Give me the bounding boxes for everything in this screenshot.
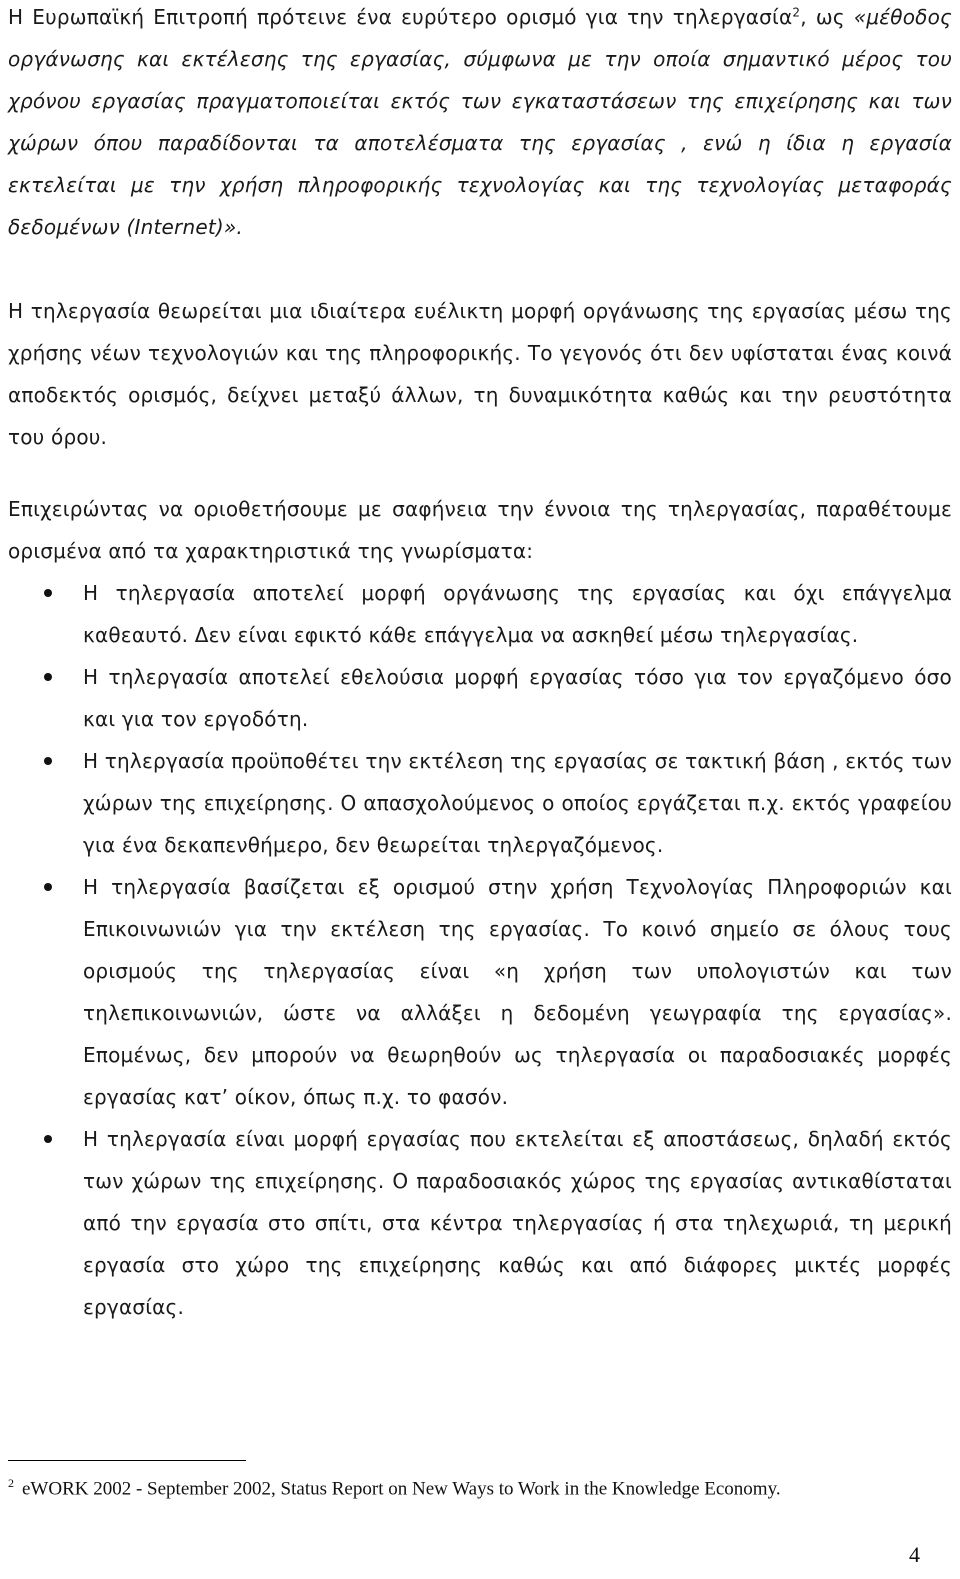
definition-quote: «μέθοδος οργάνωσης και εκτέλεσης της εργασίας, σύμφωνα με την οποία σημαντικό μέρος του χρόνου εργασίας πραγματοποιείται εκτός των εγκαταστάσεων της επιχείρησης και των χώρων όπου παραδίδονται τα αποτελέσματα της εργασίας , ενώ η ίδια η εργασία εκτελείται με την χρήση πληροφορικής τεχνολογίας και της τεχνολογίας μεταφοράς δεδομένων (Internet)».	[8, 5, 952, 239]
list-item-text: Η τηλεργασία αποτελεί μορφή οργάνωσης της εργασίας και όχι επάγγελμα καθεαυτό. Δεν είναι εφικτό κάθε επάγγελμα να ασκηθεί μέσω τηλεργασίας.	[83, 581, 952, 647]
footnote-reference[interactable]: 2	[792, 5, 801, 20]
characteristics-list	[8, 572, 952, 1328]
bullet-icon	[44, 757, 52, 765]
bullet-icon	[44, 883, 52, 891]
list-item	[8, 572, 952, 656]
body-paragraph-characteristics: Επιχειρώντας να οριοθετήσουμε με σαφήνεια την έννοια της τηλεργασίας, παραθέτουμε ορισμένα από τα χαρακτηριστικά της γνωρίσματα:	[8, 497, 952, 563]
list-item	[8, 866, 952, 1118]
list-item	[8, 740, 952, 866]
intro-paragraph	[8, 0, 952, 248]
footnote-separator	[8, 1460, 246, 1461]
bullet-icon	[44, 1135, 52, 1143]
list-item-text: Η τηλεργασία αποτελεί εθελούσια μορφή εργασίας τόσο για τον εργαζόμενο όσο και για τον εργοδότη.	[83, 665, 952, 731]
body-paragraph-flexibility: Η τηλεργασία θεωρείται μια ιδιαίτερα ευέλικτη μορφή οργάνωσης της εργασίας μέσω της χρήσης νέων τεχνολογιών και της πληροφορικής. Το γεγονός ότι δεν υφίσταται ένας κοινά αποδεκτός ορισμός, δείχνει μεταξύ άλλων, τη δυναμικότητα καθώς και την ρευστότητα του όρου.	[8, 299, 952, 449]
intro-lead-tail: , ως	[800, 5, 845, 29]
intro-lead: Η Ευρωπαϊκή Επιτροπή πρότεινε ένα ευρύτερο ορισμό για την τηλεργασία	[8, 5, 793, 29]
bullet-icon	[44, 673, 52, 681]
list-item-text: Η τηλεργασία βασίζεται εξ ορισμού στην χρήση Τεχνολογίας Πληροφοριών και Επικοινωνιών για την εκτέλεση της εργασίας. Το κοινό σημείο σε όλους τους ορισμούς της τηλεργασίας είναι «η χρήση των υπολογιστών και των τηλεπικοινωνιών, ώστε να αλλάξει η δεδομένη γεωγραφία της εργασίας». Επομένως, δεν μπορούν να θεωρηθούν ως τηλεργασία οι παραδοσιακές μορφές εργασίας κατ’ οίκον, όπως π.χ. το φασόν.	[83, 875, 952, 1109]
list-item	[8, 1118, 952, 1328]
footnote-text: eWORK 2002 - September 2002, Status Report on New Ways to Work in the Knowledge Economy.	[22, 1478, 781, 1500]
page-number: 4	[909, 1542, 920, 1567]
list-item-text: Η τηλεργασία προϋποθέτει την εκτέλεση της εργασίας σε τακτική βάση , εκτός των χώρων της επιχείρησης. Ο απασχολούμενος ο οποίος εργάζεται π.χ. εκτός γραφείου για ένα δεκαπενθήμερο, δεν θεωρείται τηλεργαζόμενος.	[83, 749, 952, 857]
bullet-icon	[44, 589, 52, 597]
document-page	[8, 0, 952, 1579]
list-item-text: Η τηλεργασία είναι μορφή εργασίας που εκτελείται εξ αποστάσεως, δηλαδή εκτός των χώρων της επιχείρησης. Ο παραδοσιακός χώρος της εργασίας αντικαθίσταται από την εργασία στο σπίτι, στα κέντρα τηλεργασίας ή στα τηλεχωριά, τη μερική εργασία στο χώρο της επιχείρησης καθώς και από διάφορες μικτές μορφές εργασίας.	[83, 1127, 952, 1319]
list-item	[8, 656, 952, 740]
footnote-number: 2	[8, 1476, 14, 1490]
footnote	[8, 1476, 948, 1500]
